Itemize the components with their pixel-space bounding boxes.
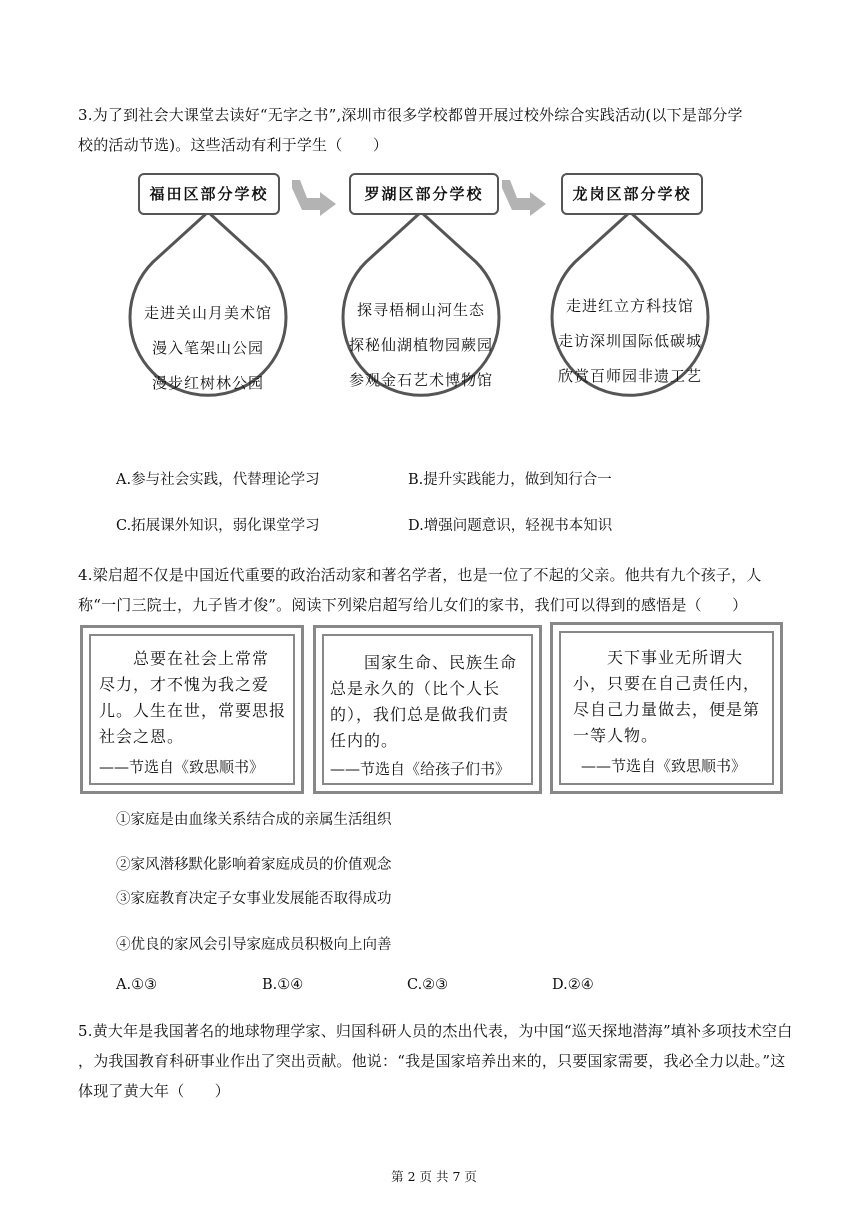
q4-item-1: ①家庭是由血缘关系结合成的亲属生活组织 — [116, 812, 392, 828]
activity-item: 参观金石艺术博物馆 — [348, 371, 493, 389]
q5-stem-line3: 体现了黄大年（ ） — [78, 1082, 231, 1100]
q4-item-3: ③家庭教育决定子女事业发展能否取得成功 — [116, 891, 392, 907]
q3-option-d[interactable]: D.增强问题意识，轻视书本知识 — [408, 518, 613, 534]
luohu-activities — [336, 293, 506, 398]
futian-activities — [128, 296, 288, 401]
box-title-longgang: 龙岗区部分学校 — [561, 173, 703, 215]
q3-option-a[interactable]: A.参与社会实践，代替理论学习 — [116, 472, 320, 488]
letter-text: 总要在社会上常常 尽力，才不愧为我之爱 儿。人生在世，常要思报 社会之恩。 — [99, 649, 287, 746]
q4-item-4: ④优良的家风会引导家庭成员积极向上向善 — [116, 937, 392, 953]
box-title-luohu: 罗湖区部分学校 — [349, 173, 499, 215]
activity-item: 漫步红树林公园 — [151, 374, 264, 392]
q5-stem-line2: ，为我国教育科研事业作出了突出贡献。他说：“我是国家培养出来的，只要国家需要，我必全力以赴。”这 — [78, 1052, 786, 1070]
q4-option-a[interactable]: A.①③ — [116, 977, 158, 993]
activity-item: 欣赏百师园非遗工艺 — [557, 367, 702, 385]
arrow-right-icon-2 — [502, 180, 546, 216]
q4-option-c[interactable]: C.②③ — [407, 977, 449, 993]
activity-item: 走访深圳国际低碳城 — [557, 332, 702, 350]
letter-source: ——节选自《致思顺书》 — [99, 758, 265, 776]
q5-stem-line1: 5.黄大年是我国著名的地球物理学家、归国科研人员的杰出代表，为中国“巡天探地潜海”填补多项技术空白 — [78, 1022, 793, 1040]
arrow-right-icon-1 — [292, 180, 336, 216]
q4-option-d[interactable]: D.②④ — [552, 977, 594, 993]
q4-stem-line1: 4.梁启超不仅是中国近代重要的政治活动家和著名学者，也是一位了不起的父亲。他共有九个孩子，人 — [78, 566, 762, 584]
letter-frame-2 — [313, 625, 542, 794]
activity-item: 探寻梧桐山河生态 — [356, 301, 485, 319]
longgang-activities — [545, 289, 715, 394]
activity-item: 走进红立方科技馆 — [565, 297, 694, 315]
q3-option-b[interactable]: B.提升实践能力，做到知行合一 — [408, 472, 612, 488]
activity-item: 探秘仙湖植物园蕨园 — [348, 336, 493, 354]
activity-item: 走进关山月美术馆 — [143, 304, 272, 322]
q3-stem-line1: 3.为了到社会大课堂去读好“无字之书”,深圳市很多学校都曾开展过校外综合实践活动(以下是部分学 — [78, 106, 743, 124]
letter-frame-3 — [550, 622, 783, 794]
q3-stem-line2: 校的活动节选)。这些活动有利于学生（ ） — [78, 136, 389, 154]
letter-text: 国家生命、民族生命 总是永久的（比个人长 的），我们总是做我们责 任内的。 — [330, 653, 518, 750]
q4-item-2: ②家风潜移默化影响着家庭成员的价值观念 — [116, 857, 392, 873]
letter-text: 天下事业无所谓大 小，只要在自己责任内， 尽自己力量做去，便是第 一等人物。 — [573, 648, 761, 745]
q3-option-c[interactable]: C.拓展课外知识，弱化课堂学习 — [116, 518, 320, 534]
page-number: 第 2 页 共 7 页 — [391, 1169, 477, 1184]
activity-item: 漫入笔架山公园 — [151, 339, 264, 357]
q4-stem-line2: 称“一门三院士，九子皆才俊”。阅读下列梁启超写给儿女们的家书，我们可以得到的感悟是（ ） — [78, 596, 748, 614]
box-title-futian: 福田区部分学校 — [138, 173, 280, 215]
q4-option-b[interactable]: B.①④ — [262, 977, 304, 993]
activity-diagram — [0, 0, 868, 460]
letter-source: ——节选自《致思顺书》 — [581, 757, 747, 775]
letter-frame-1 — [80, 625, 304, 794]
letter-source: ——节选自《给孩子们书》 — [330, 760, 511, 778]
